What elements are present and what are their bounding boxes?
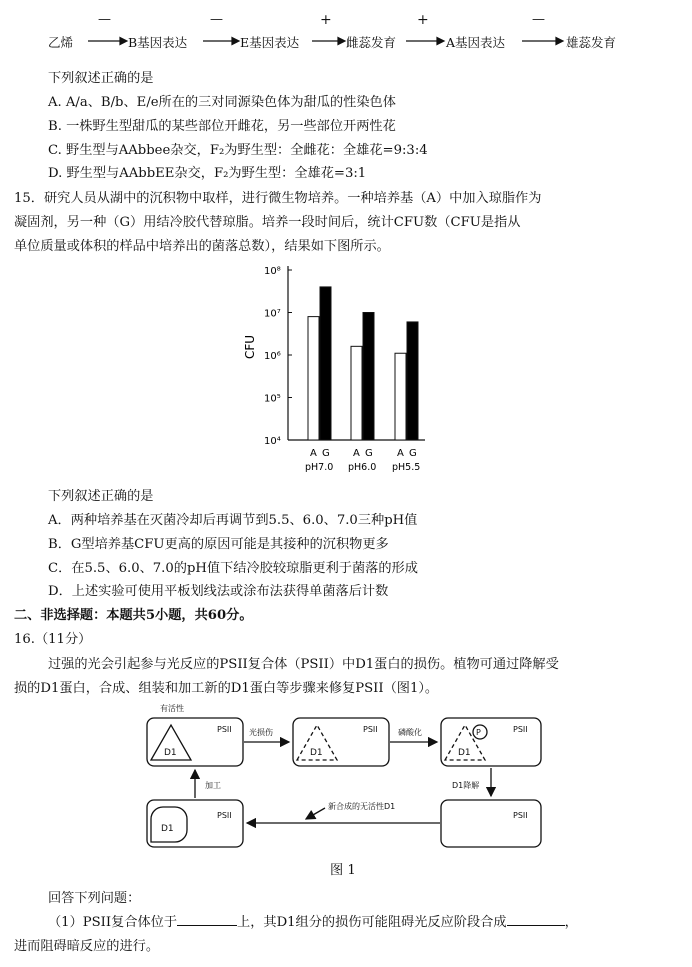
d1-label: D1 bbox=[161, 824, 174, 834]
category-label: pH7.0 bbox=[305, 462, 334, 473]
q14-option-a: A. A/a、B/b、E/e所在的三对同源染色体为甜瓜的性染色体 bbox=[48, 95, 396, 110]
bar-A-pH7.0 bbox=[308, 317, 319, 440]
pathway-sign: — bbox=[210, 12, 223, 27]
label-psii: PSII bbox=[513, 725, 528, 734]
label-phosphorylation: 磷酸化 bbox=[398, 728, 422, 737]
label-psii: PSII bbox=[513, 811, 528, 820]
label-light-damage: 光损伤 bbox=[249, 728, 273, 737]
q16-sub1-cont: 进而阻碍暗反应的进行。 bbox=[14, 939, 160, 954]
sub1-text-a: （1）PSII复合体位于 bbox=[48, 915, 178, 930]
q15-stem-line1: 15．研究人员从湖中的沉积物中取样，进行微生物培养。一种培养基（A）中加入琼脂作为 bbox=[14, 191, 542, 206]
q16-para-line1: 过强的光会引起参与光反应的PSII复合体（PSII）中D1蛋白的损伤。植物可通过降解受 bbox=[48, 657, 559, 672]
label-psii: PSII bbox=[217, 725, 232, 734]
q15-option-c: C．在5.5、6.0、7.0的pH值下结冷胶较琼脂更利于菌落的形成 bbox=[48, 561, 418, 576]
pathway-step-e-gene: E基因表达 bbox=[240, 35, 300, 50]
pathway-sign: — bbox=[532, 12, 545, 27]
q16-para-line2: 损的D1蛋白，合成、组装和加工新的D1蛋白等步骤来修复PSII（图1）。 bbox=[14, 681, 439, 696]
sub1-text-b: 上，其D1组分的损伤可能阻碍光反应阶段合成 bbox=[237, 915, 507, 930]
pathway-step-ethylene: 乙烯 bbox=[48, 35, 74, 50]
bar-A-pH6.0 bbox=[351, 346, 362, 440]
y-tick-label: 10⁶ bbox=[264, 351, 281, 362]
y-tick-label: 10⁸ bbox=[264, 266, 281, 277]
q16-sub1 bbox=[48, 911, 578, 930]
label-active: 有活性 bbox=[160, 704, 184, 713]
pathway-sign: — bbox=[98, 12, 111, 27]
pathway-step-pistil: 雌蕊发育 bbox=[346, 35, 397, 50]
d1-label: D1 bbox=[458, 748, 471, 758]
y-tick-label: 10⁴ bbox=[264, 436, 281, 447]
bar-label: A bbox=[310, 448, 317, 459]
q15-option-a: A．两种培养基在灭菌冷却后再调节到5.5、6.0、7.0三种pH值 bbox=[48, 513, 418, 528]
answer-blank-1[interactable] bbox=[177, 913, 237, 926]
q16-number: 16.（11分） bbox=[14, 632, 92, 647]
label-d1-degradation: D1降解 bbox=[452, 781, 480, 790]
bar-label: G bbox=[322, 448, 330, 459]
answer-prompt: 回答下列问题： bbox=[48, 891, 141, 906]
q15-stem-line3: 单位质量或体积的样品中培养出的菌落总数），结果如下图所示。 bbox=[14, 239, 390, 254]
bar-label: G bbox=[365, 448, 373, 459]
pathway-step-stamen: 雄蕊发育 bbox=[566, 35, 617, 50]
category-label: pH5.5 bbox=[392, 462, 421, 473]
pathway-arrows bbox=[0, 0, 692, 60]
q15-option-d: D．上述实验可使用平板划线法或涂布法获得单菌落后计数 bbox=[48, 584, 389, 599]
label-psii: PSII bbox=[217, 811, 232, 820]
q15-question: 下列叙述正确的是 bbox=[48, 489, 154, 504]
bar-A-pH5.5 bbox=[395, 353, 406, 440]
label-processing: 加工 bbox=[205, 781, 221, 790]
pathway-step-a-gene: A基因表达 bbox=[446, 35, 506, 50]
label-new-inactive-d1: 新合成的无活性D1 bbox=[328, 802, 396, 811]
psii-repair-figure bbox=[0, 695, 692, 885]
bar-G-pH6.0 bbox=[363, 313, 374, 441]
phosphate-label: P bbox=[476, 728, 481, 737]
bar-G-pH7.0 bbox=[320, 287, 331, 440]
y-tick-label: 10⁵ bbox=[264, 393, 281, 405]
q14-option-c: C. 野生型与AAbbee杂交，F₂为野生型：全雌花：全雄花=9:3:4 bbox=[48, 143, 428, 158]
sub1-text-c: ， bbox=[564, 915, 578, 930]
bar-label: A bbox=[397, 448, 404, 459]
q14-option-b: B. 一株野生型甜瓜的某些部位开雌花，另一些部位开两性花 bbox=[48, 119, 396, 134]
y-tick-label: 10⁷ bbox=[264, 308, 281, 320]
d1-label: D1 bbox=[310, 748, 323, 758]
category-label: pH6.0 bbox=[348, 462, 377, 473]
bar-label: G bbox=[409, 448, 417, 459]
q15-stem-line2: 凝固剂，另一种（G）用结冷胶代替琼脂。培养一段时间后，统计CFU数（CFU是指从 bbox=[14, 215, 521, 230]
q15-option-b: B．G型培养基CFU更高的原因可能是其接种的沉积物更多 bbox=[48, 537, 389, 552]
pathway-sign: + bbox=[320, 12, 332, 28]
y-axis-label: CFU bbox=[243, 334, 257, 359]
q14-stem: 下列叙述正确的是 bbox=[48, 71, 154, 86]
pathway-sign: + bbox=[417, 12, 429, 28]
q14-option-d: D. 野生型与AAbbEE杂交，F₂为野生型：全雄花=3:1 bbox=[48, 166, 367, 181]
answer-blank-2[interactable] bbox=[507, 913, 565, 926]
figure-caption: 图 1 bbox=[330, 863, 356, 878]
bar-label: A bbox=[353, 448, 360, 459]
psii-empty-box bbox=[441, 800, 541, 847]
arrow-label-pointer bbox=[306, 808, 325, 819]
pathway-step-b-gene: B基因表达 bbox=[128, 35, 188, 50]
cfu-bar-chart bbox=[240, 258, 440, 478]
bar-G-pH5.5 bbox=[407, 322, 418, 440]
section-heading: 二、非选择题：本题共5小题，共60分。 bbox=[14, 608, 253, 623]
d1-label: D1 bbox=[164, 748, 177, 758]
label-psii: PSII bbox=[363, 725, 378, 734]
